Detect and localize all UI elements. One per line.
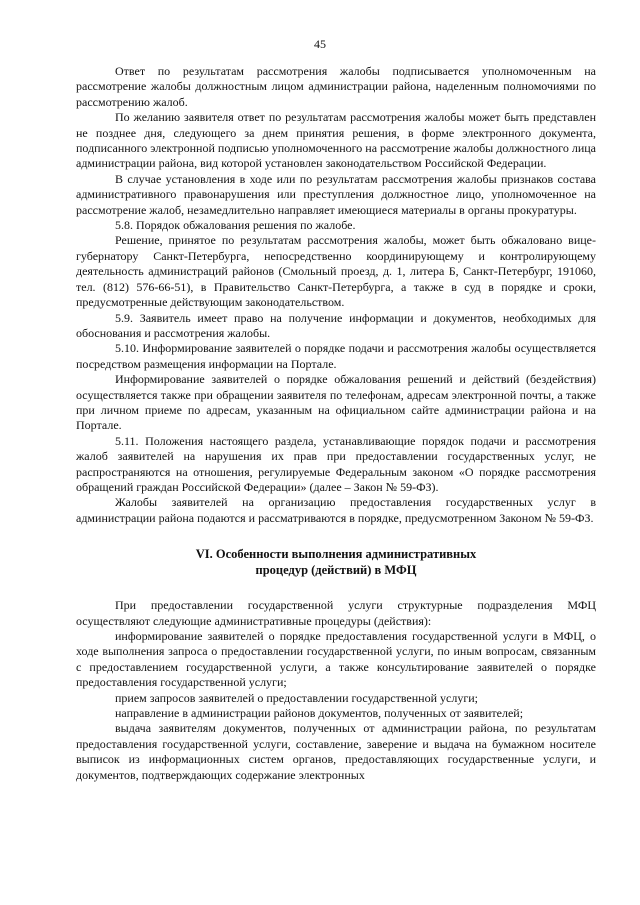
page-content	[76, 64, 596, 783]
paragraph-electronic-response: По желанию заявителя ответ по результатам рассмотрения жалобы может быть представлен не позднее дня, следующего за днем принятия решения, в форме электронного документа, подписанного электронной подписью уполномоченного на рассмотрение жалобы должностного лица администрации района, вид которой установлен законодательством Российской Федерации.	[76, 110, 596, 171]
paragraph-appeal-decision: Решение, принятое по результатам рассмотрения жалобы, может быть обжаловано вице-губернатору Санкт-Петербурга, непосредственно координирующему и контролирующему деятельность администраций районов (Смольный проезд, д. 1, литера Б, Санкт-Петербург, 191060, тел. (812) 576-66-51), в Правительство Санкт-Петербурга, а также в суд в порядке и сроки, предусмотренные действующим законодательством.	[76, 233, 596, 310]
paragraph-5-9: 5.9. Заявитель имеет право на получение информации и документов, необходимых для обоснования и рассмотрения жалобы.	[76, 310, 596, 340]
paragraph-5-8-heading: 5.8. Порядок обжалования решения по жалобе.	[115, 218, 356, 233]
paragraph-mfc-reception: прием запросов заявителей о предоставлении государственной услуги;	[115, 690, 479, 705]
paragraph-mfc-issuance: выдача заявителям документов, полученных от администрации района, по результатам предоставления государственной услуги, составление, заверение и выдача на бумажном носителе выписок из информационных систем органов, предоставляющих государственные услуги, и документов, подтверждающих содержание электронных	[76, 721, 596, 782]
section-title-line-1: VI. Особенности выполнения административных	[195, 547, 477, 562]
paragraph-5-10: 5.10. Информирование заявителей о порядке подачи и рассмотрения жалобы осуществляется посредством размещения информации на Портале.	[76, 341, 596, 371]
section-title-vi	[76, 547, 596, 578]
section-title-line-2: процедур (действий) в МФЦ	[255, 562, 417, 577]
paragraph-informing-appeal: Информирование заявителей о порядке обжалования решений и действий (бездействия) осуществляется также при обращении заявителя по телефонам, адресам электронной почты, а также при личном приеме по адресам, указанным на официальном сайте администрации района и на Портале.	[76, 372, 596, 433]
paragraph-response-signature: Ответ по результатам рассмотрения жалобы подписывается уполномоченным на рассмотрение жалобы должностным лицом администрации района, наделенным полномочиями по рассмотрению жалоб.	[76, 64, 596, 109]
page-number: 45	[314, 37, 326, 51]
paragraph-mfc-informing: информирование заявителей о порядке предоставления государственной услуги в МФЦ, о ходе выполнения запроса о предоставлении государственной услуги, по иным вопросам, связанным с предоставлением государственной услуги, а также консультирование заявителей о порядке предоставления государственной услуги;	[76, 629, 596, 690]
paragraph-mfc-forwarding: направление в администрации районов документов, полученных от заявителей;	[115, 706, 524, 721]
paragraph-prosecution-referral: В случае установления в ходе или по результатам рассмотрения жалобы признаков состава административного правонарушения или преступления должностное лицо, уполномоченное на рассмотрение жалоб, незамедлительно направляет имеющиеся материалы в органы прокуратуры.	[76, 171, 596, 217]
paragraph-5-11: 5.11. Положения настоящего раздела, устанавливающие порядок подачи и рассмотрения жалоб заявителей на нарушения их прав при предоставлении государственных услуг, не распространяются на отношения, регулируемые Федеральным законом «О порядке рассмотрения обращений граждан Российской Федерации» (далее – Закон № 59-ФЗ).	[76, 433, 596, 494]
paragraph-complaints-law-59: Жалобы заявителей на организацию предоставления государственных услуг в администрации района подаются и рассматриваются в порядке, предусмотренном Законом № 59-ФЗ.	[76, 495, 596, 525]
paragraph-mfc-intro: При предоставлении государственной услуги структурные подразделения МФЦ осуществляют следующие административные процедуры (действия):	[76, 598, 596, 628]
